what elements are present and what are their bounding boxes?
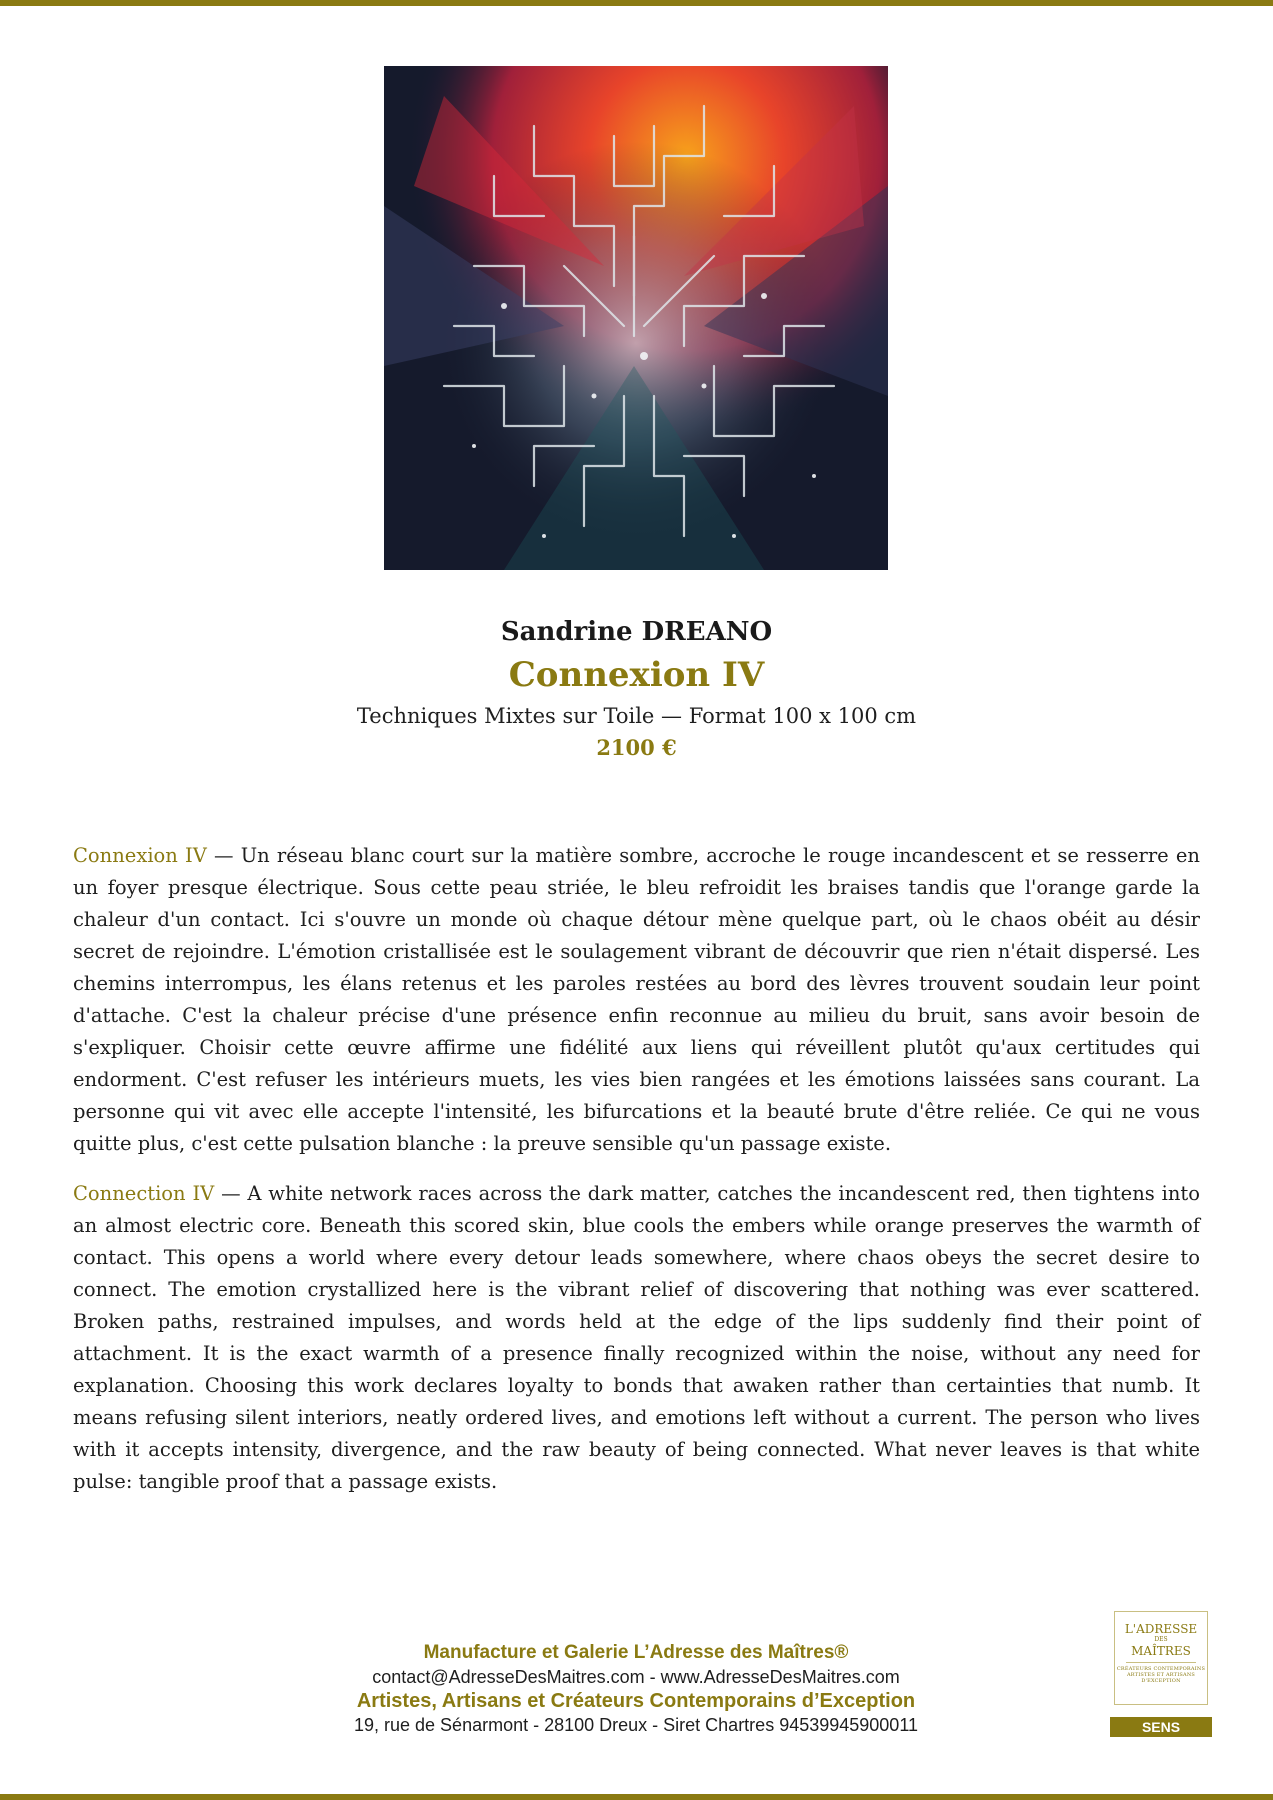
logo-subline: CRÉATEURS CONTEMPORAINS ARTISTES ET ARTISANS D'EXCEPTION <box>1116 1666 1206 1684</box>
description-french-lead: Connexion IV <box>73 844 207 867</box>
description-french <box>73 840 1200 1160</box>
footer-address: 19, rue de Sénarmont - 28100 Dreux - Siret Chartres 94539945900011 <box>353 1715 919 1735</box>
gallery-logo <box>1114 1611 1208 1705</box>
footer-tagline: Artistes, Artisans et Créateurs Contemporains d’Exception <box>356 1690 916 1712</box>
description-french-text: — Un réseau blanc court sur la matière sombre, accroche le rouge incandescent et se resserre en un foyer presque électrique. Sous cette peau striée, le bleu refroidit les braises tandis que l'orange garde la chaleur d'un contact. Ici s'ouvre un monde où chaque détour mène quelque part, où le chaos obéit au désir secret de rejoindre. L'émotion cristallisée est le soulagement vibrant de découvrir que rien n'était dispersé. Les chemins interrompus, les élans retenus et les paroles restées au bord des lèvres trouvent soudain leur point d'attache. C'est la chaleur précise d'une présence enfin reconnue au milieu du bruit, sans avoir besoin de s'expliquer. Choisir cette œuvre affirme une fidélité aux liens qui réveillent plutôt qu'aux certitudes qui endorment. C'est refuser les intérieurs muets, les vies bien rangées et les émotions laissées sans courant. La personne qui vit avec elle accepte l'intensité, les bifurcations et la beauté brute d'être reliée. Ce qui ne vous quitte plus, c'est cette pulsation blanche : la preuve sensible qu'un passage existe. <box>73 844 1200 1155</box>
logo-divider <box>1126 1662 1196 1663</box>
logo-line-1: L'ADRESSE <box>1124 1622 1198 1636</box>
artwork-technique: Techniques Mixtes sur Toile — Format 100 x 100 cm <box>356 704 917 728</box>
footer-gallery-name: Manufacture et Galerie L’Adresse des Maîtres® <box>423 1642 849 1663</box>
sens-badge: SENS <box>1110 1717 1212 1737</box>
top-border <box>0 0 1273 6</box>
logo-line-2: DES <box>1154 1636 1168 1643</box>
description-english <box>73 1178 1200 1498</box>
artwork-title: Connexion IV <box>508 655 765 695</box>
artwork-price: 2100 € <box>596 735 677 760</box>
logo-line-3: MAÎTRES <box>1131 1644 1191 1658</box>
footer-contact: contact@AdresseDesMaitres.com - www.AdresseDesMaitres.com <box>372 1667 900 1687</box>
description-english-text: — A white network races across the dark matter, catches the incandescent red, then tightens into an almost electric core. Beneath this scored skin, blue cools the embers while orange preserves the warmth of contact. This opens a world where every detour leads somewhere, where chaos obeys the secret desire to connect. The emotion crystallized here is the vibrant relief of discovering that nothing was ever scattered. Broken paths, restrained impulses, and words held at the edge of the lips suddenly find their point of attachment. It is the exact warmth of a presence finally recognized within the noise, without any need for explanation. Choosing this work declares loyalty to bonds that awaken rather than certainties that numb. It means refusing silent interiors, neatly ordered lives, and emotions left without a current. The person who lives with it accepts intensity, divergence, and the raw beauty of being connected. What never leaves is that white pulse: tangible proof that a passage exists. <box>73 1182 1200 1493</box>
artist-name: Sandrine DREANO <box>500 617 773 647</box>
bottom-border <box>0 1794 1273 1800</box>
description-english-lead: Connection IV <box>73 1182 215 1205</box>
artwork-image <box>384 66 888 570</box>
artwork-header <box>0 612 1273 764</box>
footer <box>236 1641 1036 1737</box>
